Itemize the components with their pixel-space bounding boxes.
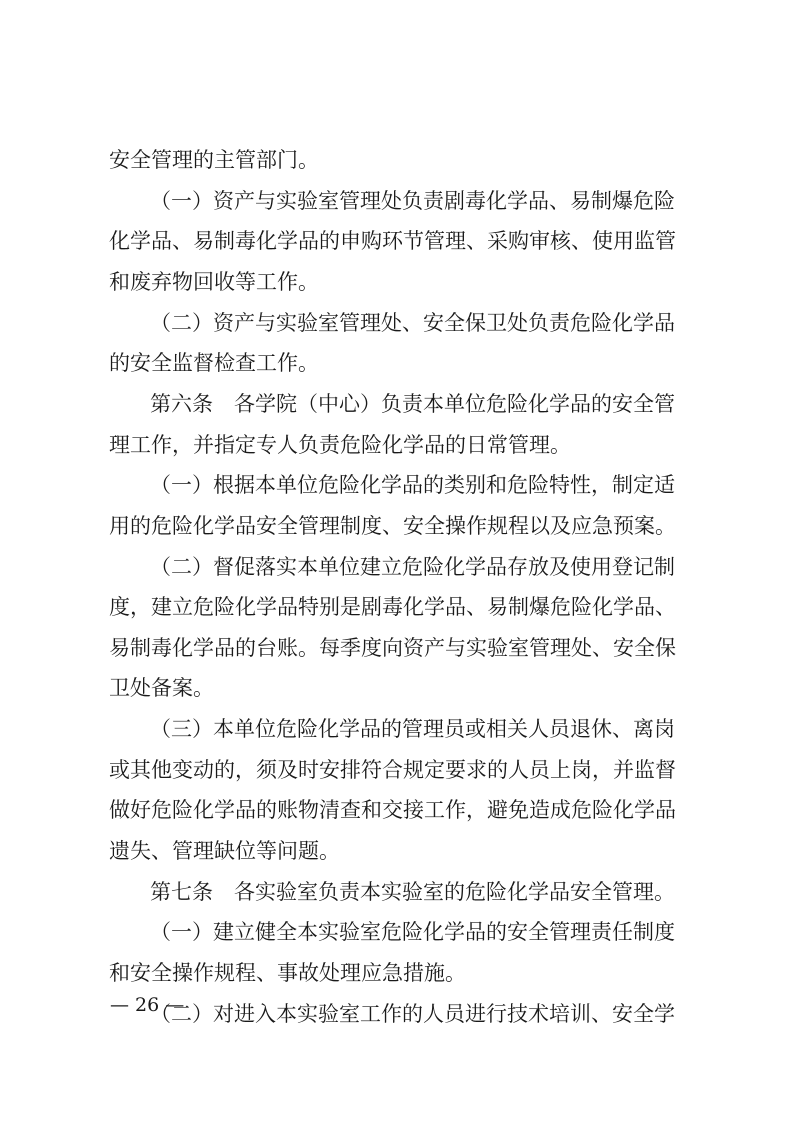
text-line-content: 和安全操作规程、事故处理应急措施。 (109, 961, 466, 985)
text-line (0, 226, 793, 256)
text-line-content: 和废弃物回收等工作。 (109, 270, 319, 294)
text-line-content: 或其他变动的，须及时安排符合规定要求的人员上岗，并监督 (109, 758, 676, 782)
text-line-content: （一）建立健全本实验室危险化学品的安全管理责任制度 (150, 920, 675, 944)
text-line-content: 化学品、易制毒化学品的申购环节管理、采购审核、使用监管 (109, 229, 676, 253)
text-line (0, 592, 793, 622)
text-line (0, 186, 793, 216)
text-line-content: 卫处备案。 (109, 676, 214, 700)
text-line (0, 877, 793, 907)
text-line-content: 度，建立危险化学品特别是剧毒化学品、易制爆危险化学品、 (109, 595, 676, 619)
text-line-content: （二）督促落实本单位建立危险化学品存放及使用登记制 (150, 555, 675, 579)
page-number: — 26 — (110, 994, 185, 1016)
text-line (0, 348, 793, 378)
text-line (0, 145, 793, 175)
text-line-content: 理工作，并指定专人负责危险化学品的日常管理。 (109, 433, 571, 457)
text-line (0, 714, 793, 744)
text-line (0, 958, 793, 988)
text-line-content: 安全管理的主管部门。 (109, 148, 319, 172)
text-line-content: （二）对进入本实验室工作的人员进行技术培训、安全学 (150, 1002, 675, 1026)
text-line (0, 633, 793, 663)
text-line (0, 389, 793, 419)
text-line-content: 做好危险化学品的账物清查和交接工作，避免造成危险化学品 (109, 798, 676, 822)
text-line (0, 267, 793, 297)
text-line-content: （一）资产与实验室管理处负责剧毒化学品、易制爆危险 (150, 189, 675, 213)
text-line (0, 917, 793, 947)
text-line (0, 308, 793, 338)
text-line (0, 673, 793, 703)
text-line-content: 遗失、管理缺位等问题。 (109, 839, 340, 863)
text-line (0, 511, 793, 541)
text-line-content: 第七条 各实验室负责本实验室的危险化学品安全管理。 (150, 880, 675, 904)
text-line-content: 第六条 各学院（中心）负责本单位危险化学品的安全管 (150, 392, 675, 416)
text-line-content: 用的危险化学品安全管理制度、安全操作规程以及应急预案。 (109, 514, 676, 538)
text-line (0, 430, 793, 460)
text-line (0, 795, 793, 825)
text-line-content: （二）资产与实验室管理处、安全保卫处负责危险化学品 (150, 311, 675, 335)
text-line (0, 836, 793, 866)
text-line-content: 的安全监督检查工作。 (109, 351, 319, 375)
text-line-content: （三）本单位危险化学品的管理员或相关人员退休、离岗 (150, 717, 675, 741)
text-line (0, 470, 793, 500)
text-line (0, 552, 793, 582)
text-line (0, 755, 793, 785)
text-line-content: 易制毒化学品的台账。每季度向资产与实验室管理处、安全保 (109, 636, 676, 660)
text-line-content: （一）根据本单位危险化学品的类别和危险特性，制定适 (150, 473, 675, 497)
